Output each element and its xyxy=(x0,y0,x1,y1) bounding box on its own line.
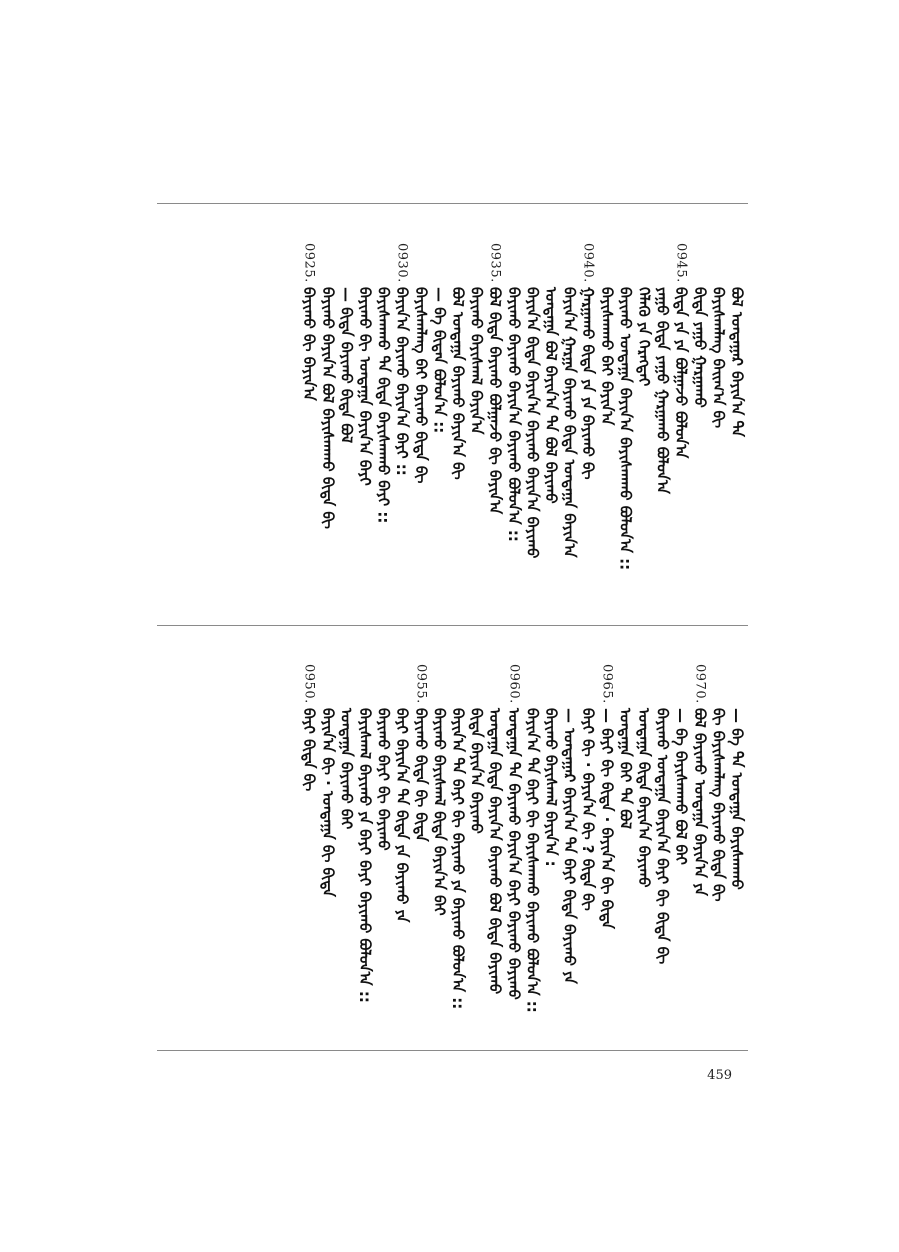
verse-column xyxy=(430,243,448,433)
verse-text: ᠪᠠᠶᠢᠬᠤ ᠪᠢ ᠤᠨᠲᠠᠭᠠ ᠪᠠᠶᠢᠨ᠎ᠠ ᠪᠠᠶᠢ xyxy=(356,286,374,486)
verse-column xyxy=(300,664,318,791)
verse-text: ᠪᠠᠶᠢᠨ᠎ᠠ ᠪᠢ · ᠤᠨᠲᠠᠭᠠ ᠪᠢ ᠪᠢᠳᠡ xyxy=(318,707,337,897)
verse-text: ᠤᠨᠲᠠᠭᠠ ᠪᠣᠯ ᠪᠠᠶᠢᠨ᠎ᠠ ᠲᠡ ᠪᠣᠯ ᠪᠠᠶᠢᠬᠤ xyxy=(542,286,560,504)
verse-text: ᠪᠠᠶᠢᠰᠬᠠᠯᠠᠩ ᠪᠠᠢ ᠪᠠᠶᠢᠬᠤ ᠪᠢᠳᠡ ᠪᠢ xyxy=(411,286,430,484)
verse-text: ᠪᠠᠶᠢᠰᠬᠠᠯᠠᠩ ᠪᠠᠢᠭ᠎ᠠ ᠪᠢ xyxy=(709,286,728,428)
verse-column xyxy=(598,664,616,929)
verse-column xyxy=(319,243,337,529)
verse-text: ᠤᠨᠲᠠᠭᠠ ᠪᠢᠳᠡ ᠪᠠᠶᠢᠨ᠎ᠠ ᠪᠠᠶᠢᠬᠤ xyxy=(635,707,653,888)
verse-column xyxy=(579,664,597,911)
verse-column xyxy=(523,243,541,558)
verse-text: ᠪᠢᠳᠡ ᠶᠠᠭᠤ ᠭᠠᠷᠭᠠᠬᠤ xyxy=(690,286,709,408)
verse-text: ᠪᠠᠶᠢᠬᠤ ᠪᠠᠶᠢᠬᠤ ᠪᠠᠶᠢᠨ᠎ᠠ ᠪᠠᠶᠢᠬᠤ ᠪᠣᠯᠤᠨ᠎ᠠ :: xyxy=(504,286,523,542)
line-number: 0960. xyxy=(506,664,522,704)
verse-column xyxy=(561,243,579,557)
verse-text: ᠪᠣᠯ ᠪᠠᠶᠢᠬᠤ ᠤᠨᠲᠠᠭᠠ ᠪᠠᠶᠢᠨ᠎ᠠ ᠶᠠ xyxy=(690,707,709,896)
verse-text: ᠤᠨᠲᠠᠭᠠ ᠪᠠᠢ ᠲᠡ ᠪᠣᠯ xyxy=(616,707,635,829)
top-rule xyxy=(157,203,748,204)
verse-text: ᠪᠠᠶᠢᠨ᠎ᠠ ᠲᠡ ᠪᠠᠶᠢ ᠪᠢ ᠪᠠᠶᠢᠰᠬᠠᠬᠤ ᠪᠠᠶᠢᠬᠤ ᠪᠣᠯᠤᠨ᠎ᠠ :: xyxy=(523,707,542,1013)
verse-text: ᠪᠠᠶᠢᠰᠬᠠᠬᠤ ᠲᠡ ᠪᠢᠳᠡ ᠪᠠᠶᠢᠰᠬᠠᠬᠤ ᠪᠠᠶᠢ :: xyxy=(374,286,393,524)
verse-text: ᠪᠣᠯ ᠪᠢᠳᠡ ᠪᠠᠶᠢᠬᠤ ᠪᠣᠯᠭᠠᠵᠤ ᠪᠢ ᠪᠠᠶᠢᠨ᠎ᠠ xyxy=(486,286,505,514)
verse-column xyxy=(337,243,355,443)
line-number: 0925. xyxy=(301,243,317,283)
verse-text: ᠪᠠᠶᠢᠨ᠎ᠠ ᠪᠢᠳᠡ ᠪᠠᠶᠢᠨ᠎ᠠ ᠪᠠᠶᠢᠬᠤ ᠪᠠᠶᠢᠨ᠎ᠠ ᠪᠠᠶᠢᠬᠤ xyxy=(523,286,542,559)
verse-text: ᠪᠢ ᠪᠠᠶᠢᠰᠬᠠᠯᠠᠩ ᠪᠠᠶᠢᠬᠤ ᠪᠢᠳᠡ ᠪᠢ xyxy=(709,707,728,902)
verse-text: ᠪᠠᠶᠢᠨ᠎ᠠ ᠪᠠᠶᠢᠬᠤ ᠪᠠᠶᠢᠨ᠎ᠠ ᠪᠠᠶᠢ :: xyxy=(393,286,412,476)
verse-column xyxy=(616,243,634,570)
verse-text: ᠪᠠᠶᠢᠬᠤ ᠪᠠᠶᠢ ᠪᠢ ᠪᠠᠶᠢᠬᠤ xyxy=(374,707,393,851)
verse-text: ᠪᠠᠶᠢ ᠪᠠᠶᠢᠨ᠎ᠠ ᠲᠡ ᠪᠢᠳᠡ ᠶᠠ ᠪᠠᠶᠢᠬᠤ ᠶᠠ xyxy=(393,707,412,923)
verse-column xyxy=(728,243,746,437)
verse-column xyxy=(616,664,634,829)
verse-column xyxy=(430,664,448,915)
line-number: 0950. xyxy=(301,664,317,704)
verse-column xyxy=(449,243,467,479)
line-number: 0935. xyxy=(487,243,503,283)
verse-column xyxy=(319,664,337,897)
verse-text: ᠪᠠᠶᠢᠬᠤ ᠪᠢᠳᠡ ᠪᠢ ᠪᠢᠳᠡ xyxy=(411,707,430,842)
bottom-rule xyxy=(157,1050,748,1051)
verse-text: ᠭᠠᠷᠭᠠᠬᠤ ᠪᠢᠳᠡ ᠶᠠ ᠶᠠ ᠪᠠᠶᠢᠬᠤ ᠪᠢ xyxy=(579,286,598,480)
line-number: 0955. xyxy=(413,664,429,704)
verse-column xyxy=(691,243,709,407)
middle-rule xyxy=(157,625,748,626)
verse-column xyxy=(356,243,374,486)
verse-column xyxy=(672,664,690,865)
verse-column xyxy=(449,664,467,1009)
verse-column xyxy=(505,664,523,1000)
verse-column xyxy=(654,243,672,494)
verse-text: ᠪᠠᠶᠢᠨ᠎ᠠ ᠭᠠᠷᠭᠠ ᠪᠠᠶᠢᠬᠤ ᠪᠢᠳᠡ ᠤᠨᠲᠠᠭᠠ ᠪᠠᠶᠢᠨ᠎ᠠ xyxy=(560,286,579,558)
verse-text: ᠪᠠᠶᠢᠬᠤ ᠪᠠᠶᠢᠰᠬᠠᠯ ᠪᠠᠶᠢᠨ᠎ᠠ : xyxy=(542,707,560,867)
page-number: 459 xyxy=(707,1068,732,1083)
verse-column xyxy=(709,664,727,901)
verse-text: — ᠪᠠ ᠪᠠᠶᠢᠰᠬᠠᠬᠤ ᠪᠣᠯ ᠪᠠᠶ xyxy=(672,707,691,865)
verse-text: ᠪᠣᠯ ᠤᠨᠲᠠᠭᠠ ᠪᠠᠶᠢᠬᠤ ᠪᠠᠶᠢᠨ᠎ᠠ ᠪᠢ xyxy=(449,286,467,480)
verse-column xyxy=(486,664,504,994)
verse-text: ᠬᠡᠯᠡᠬᠦ ᠶᠠ ᠬᠡᠷᠡᠭᠲᠡᠢ xyxy=(635,286,653,386)
verse-column xyxy=(523,664,541,1013)
verse-column xyxy=(393,664,411,922)
line-number: 0970. xyxy=(692,664,708,704)
verse-column xyxy=(412,664,430,841)
line-number: 0945. xyxy=(673,243,689,283)
verse-text: ᠤᠨᠲᠠᠭᠠ ᠪᠠᠶᠢᠬᠤ ᠪᠠᠶ xyxy=(337,707,356,830)
verse-text: — ᠪᠢᠳᠡ ᠪᠠᠶᠢᠬᠤ ᠪᠢᠳᠡ ᠪᠣᠯ xyxy=(337,286,356,443)
upper-section xyxy=(157,243,748,613)
verse-text: ᠪᠠᠶᠢᠨ᠎ᠠ ᠲᠡ ᠪᠠᠶᠢ ᠪᠢ ᠪᠠᠶᠢᠬᠤ ᠶᠠ ᠪᠠᠶᠢᠬᠤ ᠪᠣᠯᠤᠨ᠎ᠠ :: xyxy=(449,707,467,1009)
verse-text: ᠪᠠᠶᠢᠬᠤ ᠪᠢ ᠪᠠᠶᠢᠨ᠎ᠠ xyxy=(300,286,319,401)
verse-column xyxy=(635,664,653,887)
verse-column xyxy=(635,243,653,386)
verse-text: — ᠪᠠᠶᠢ ᠪᠢ ᠪᠢᠳᠡ · ᠪᠠᠶᠢᠨ᠎ᠠ ᠪᠢ ᠪᠢᠳᠡ xyxy=(597,707,616,929)
verse-column xyxy=(542,664,560,866)
verse-text: ᠪᠣᠯ ᠤᠨᠲᠠᠭᠠᠷ ᠪᠠᠶᠢᠨ᠎ᠠ ᠲᠡ xyxy=(728,286,746,437)
verse-text: ᠪᠢᠳᠡ ᠶᠠ ᠶᠠ ᠪᠣᠯᠭᠠᠵᠤ ᠪᠣᠯᠤᠨ᠎ᠠ xyxy=(672,286,691,459)
verse-column xyxy=(412,243,430,483)
verse-column xyxy=(691,664,709,896)
verse-text: ᠪᠢᠳᠡ ᠪᠠᠶᠢᠨ᠎ᠠ ᠪᠠᠶᠢᠬᠤ xyxy=(467,707,486,834)
verse-text: — ᠤᠨᠲᠠᠭᠠᠷ ᠪᠠᠶᠢᠨ᠎ᠠ ᠲᠡ ᠪᠠᠶᠢ ᠪᠢᠳᠡ ᠪᠠᠶᠢᠬᠤ ᠶᠠ xyxy=(560,707,579,984)
verse-text: ᠪᠠᠶᠢᠰᠬᠠᠯ ᠪᠠᠶᠢᠬᠤ ᠶᠠ ᠪᠠᠶᠢ ᠪᠠᠶᠢ ᠪᠠᠶᠢᠬᠤ ᠪᠣᠯᠤᠨ᠎ᠠ :: xyxy=(356,707,374,1003)
line-number: 0930. xyxy=(394,243,410,283)
verse-column xyxy=(654,664,672,964)
verse-column xyxy=(300,243,318,401)
verse-text: ᠪᠠᠶᠢᠬᠤ ᠤᠨᠲᠠᠭᠠ ᠪᠠᠶᠢᠨ᠎ᠠ ᠪᠠᠶᠢ ᠪᠢ ᠪᠢᠳᠡ ᠪᠢ xyxy=(653,707,672,964)
verse-column xyxy=(375,243,393,523)
verse-column xyxy=(672,243,690,458)
verse-text: ᠪᠠᠶᠢ ᠪᠢᠳᠡ ᠪᠢ xyxy=(300,707,319,791)
verse-column xyxy=(728,664,746,890)
verse-column xyxy=(356,664,374,1003)
verse-text: — ᠪᠠ ᠪᠢᠳᠡᠨ ᠪᠣᠯᠤᠨ᠎ᠠ :: xyxy=(430,286,449,433)
verse-text: ᠪᠠᠶᠢ ᠪᠢ · ᠪᠠᠶᠢᠨ᠎ᠠ ᠪᠢ ? ᠪᠢᠳᠡ ᠪᠢ xyxy=(579,707,598,911)
verse-text: ᠪᠠᠶᠢᠬᠤ ᠪᠠᠶᠢᠨ᠎ᠠ ᠪᠣᠯ ᠪᠠᠶᠢᠰᠬᠠᠬᠤ ᠪᠢᠳᠡ ᠪᠢ xyxy=(318,286,337,529)
verse-text: ᠤᠨᠲᠠᠭᠠ ᠪᠢᠳᠡ ᠪᠠᠶᠢᠨ᠎ᠠ ᠪᠠᠶᠢᠬᠤ ᠪᠣᠯ ᠪᠢᠳᠡ ᠪᠠᠶᠢᠬᠤ xyxy=(486,707,505,994)
line-number: 0940. xyxy=(580,243,596,283)
verse-column xyxy=(505,243,523,542)
lower-section xyxy=(157,664,748,1034)
verse-column xyxy=(579,243,597,479)
verse-column xyxy=(375,664,393,850)
verse-column xyxy=(337,664,355,829)
verse-text: — ᠪᠠ ᠲᠡ ᠤᠨᠲᠠᠭᠠ ᠪᠠᠶᠢᠰᠬᠠᠬᠤ xyxy=(728,707,746,890)
verse-column xyxy=(561,664,579,984)
verse-text: ᠪᠠᠶᠢᠬᠤ ᠪᠠᠶᠢᠰᠬᠠᠯ ᠪᠢᠳᠡ ᠪᠠᠶᠢᠨ᠎ᠠ ᠪᠠᠶ xyxy=(430,707,449,916)
verse-column xyxy=(486,243,504,514)
verse-column xyxy=(468,664,486,833)
line-number: 0965. xyxy=(599,664,615,704)
verse-text: ᠤᠨᠲᠠᠭᠠ ᠲᠡ ᠪᠠᠶᠢᠬᠤ ᠪᠠᠶᠢᠨ᠎ᠠ ᠪᠠᠶᠢ ᠪᠠᠶᠢᠬᠤ ᠪᠠᠶᠢᠬᠤ xyxy=(504,707,523,1000)
verse-column xyxy=(709,243,727,428)
verse-column xyxy=(468,243,486,434)
verse-column xyxy=(542,243,560,503)
verse-column xyxy=(598,243,616,425)
verse-text: ᠪᠠᠶᠢᠰᠬᠠᠬᠤ ᠪᠠᠢ ᠪᠠᠶᠢᠨ᠎ᠠ xyxy=(597,286,616,426)
verse-text: ᠪᠠᠶᠢᠬᠤ ᠤᠨᠲᠠᠭᠠ ᠪᠠᠶᠢᠨ᠎ᠠ ᠪᠠᠶᠢᠰᠬᠠᠬᠤ ᠪᠣᠯᠤᠨ᠎ᠠ :: xyxy=(616,286,635,570)
verse-text: ᠶᠠᠭᠤ ᠪᠢᠳᠡ ᠶᠠᠭᠤ ᠭᠠᠷᠭᠠᠬᠤ ᠪᠣᠯᠤᠨ᠎ᠠ xyxy=(653,286,672,494)
verse-text: ᠪᠠᠶᠢᠬᠤ ᠪᠠᠶᠢᠰᠬᠠᠯ ᠪᠠᠶᠢᠨ᠎ᠠ xyxy=(467,286,486,435)
verse-column xyxy=(393,243,411,476)
